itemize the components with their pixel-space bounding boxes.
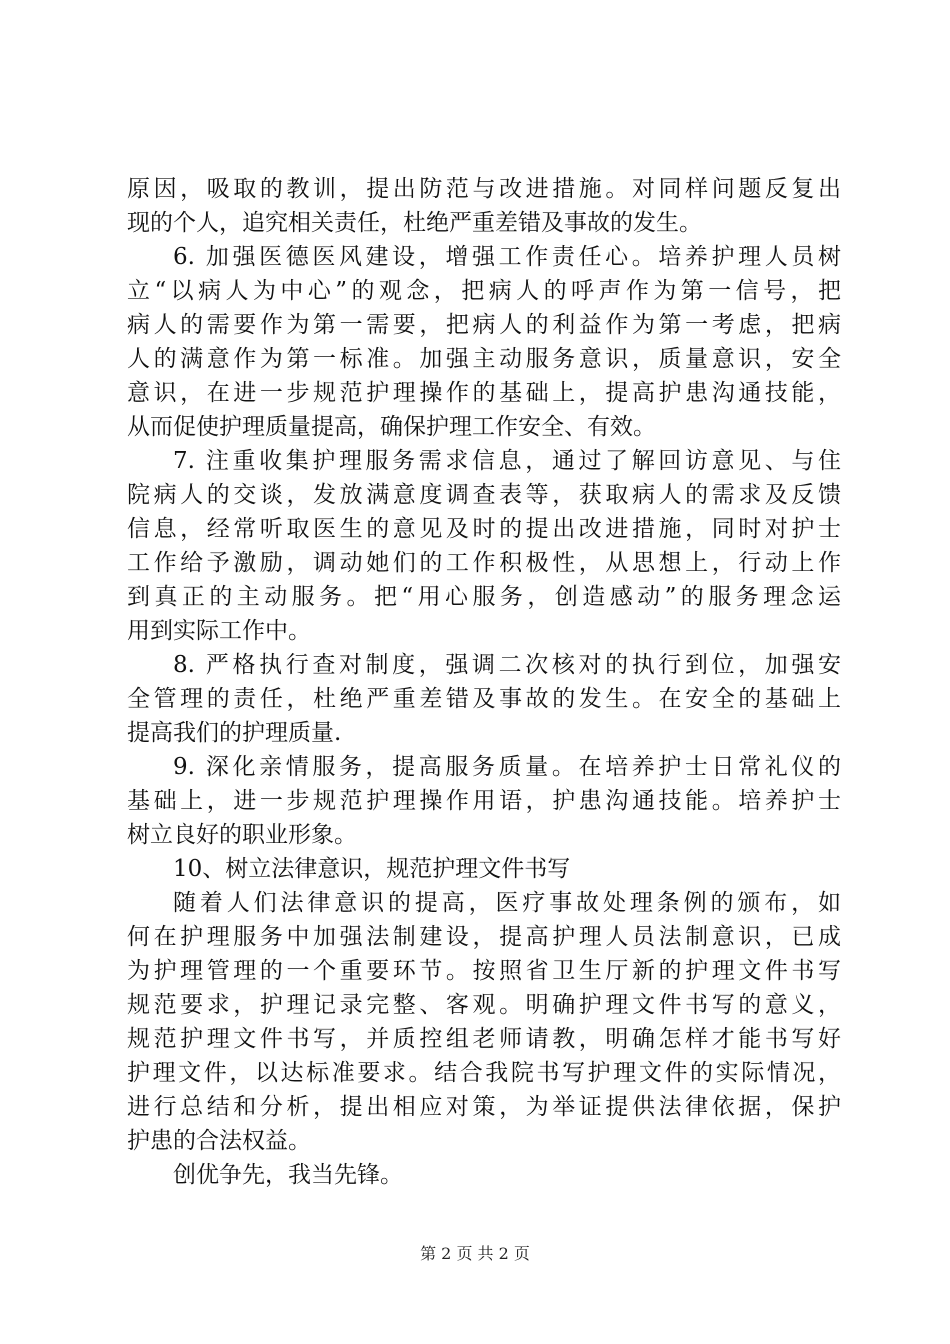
text-line: 院病人的交谈，发放满意度调查表等，获取病人的需求及反馈 <box>127 482 841 508</box>
text-line: 树立良好的职业形象。 <box>127 822 357 848</box>
text-line: 规范要求，护理记录完整、客观。明确护理文件书写的意义， <box>127 992 841 1018</box>
text-line: 提高我们的护理质量. <box>127 720 342 746</box>
text-line: 到真正的主动服务。把“用心服务，创造感动”的服务理念运 <box>127 584 841 610</box>
text-line: 为护理管理的一个重要环节。按照省卫生厅新的护理文件书写 <box>127 958 841 984</box>
text-line: 进行总结和分析，提出相应对策，为举证提供法律依据，保护 <box>127 1094 841 1120</box>
text-line: 何在护理服务中加强法制建设，提高护理人员法制意识，已成 <box>127 924 841 950</box>
text-line: 6. 加强医德医风建设，增强工作责任心。培养护理人员树 <box>173 244 841 270</box>
page-footer: 第 2 页 共 2 页 <box>420 1244 530 1263</box>
text-line: 护患的合法权益。 <box>127 1128 311 1154</box>
text-line: 用到实际工作中。 <box>127 618 311 644</box>
text-line: 基础上，进一步规范护理操作用语，护患沟通技能。培养护士 <box>127 788 841 814</box>
text-line: 立“以病人为中心”的观念，把病人的呼声作为第一信号，把 <box>127 278 841 304</box>
text-line: 现的个人，追究相关责任，杜绝严重差错及事故的发生。 <box>127 210 702 236</box>
text-line: 信息，经常听取医生的意见及时的提出改进措施，同时对护士 <box>127 516 841 542</box>
text-line: 工作给予激励，调动她们的工作积极性，从思想上，行动上作 <box>127 550 841 576</box>
text-line: 7. 注重收集护理服务需求信息，通过了解回访意见、与住 <box>173 448 841 474</box>
text-line: 原因，吸取的教训，提出防范与改进措施。对同样问题反复出 <box>127 176 841 202</box>
text-line: 人的满意作为第一标准。加强主动服务意识，质量意识，安全 <box>127 346 841 372</box>
document-body <box>127 172 841 1192</box>
text-line: 病人的需要作为第一需要，把病人的利益作为第一考虑，把病 <box>127 312 841 338</box>
text-line: 意识，在进一步规范护理操作的基础上，提高护患沟通技能， <box>127 380 841 406</box>
text-line: 创优争先，我当先锋。 <box>173 1162 403 1188</box>
text-line: 护理文件，以达标准要求。结合我院书写护理文件的实际情况， <box>127 1060 841 1086</box>
text-line: 9. 深化亲情服务，提高服务质量。在培养护士日常礼仪的 <box>173 754 841 780</box>
text-line: 规范护理文件书写，并质控组老师请教，明确怎样才能书写好 <box>127 1026 841 1052</box>
text-line: 10、树立法律意识，规范护理文件书写 <box>173 856 571 882</box>
text-line: 随着人们法律意识的提高，医疗事故处理条例的颁布，如 <box>173 890 841 916</box>
text-line: 全管理的责任，杜绝严重差错及事故的发生。在安全的基础上 <box>127 686 841 712</box>
text-line: 8. 严格执行查对制度，强调二次核对的执行到位，加强安 <box>173 652 841 678</box>
text-line: 从而促使护理质量提高，确保护理工作安全、有效。 <box>127 414 656 440</box>
